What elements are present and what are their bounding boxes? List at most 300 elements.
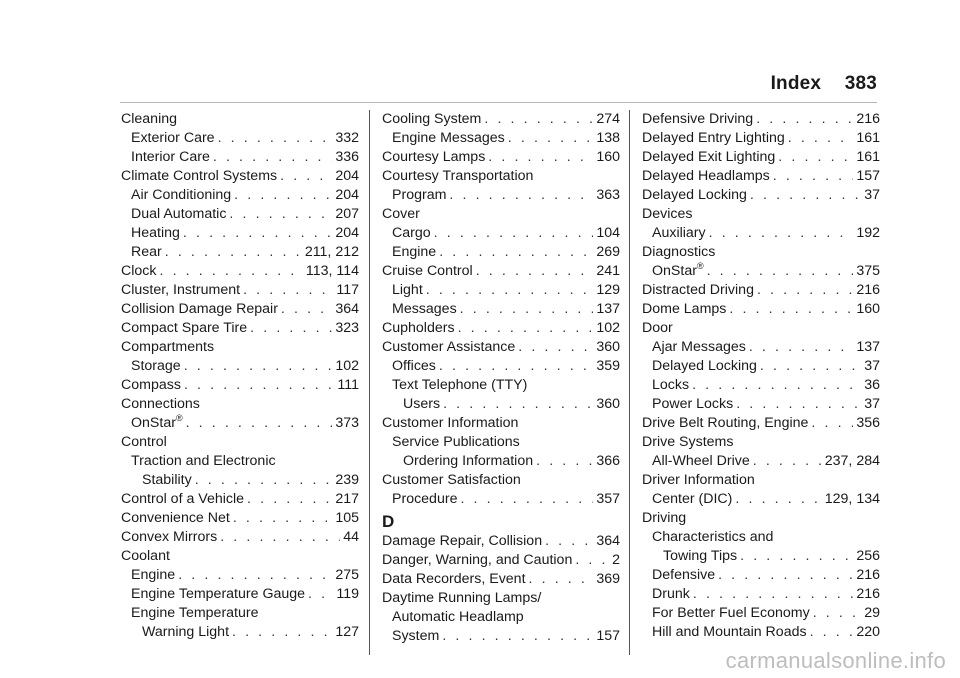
entry-term-text: Driving bbox=[642, 510, 687, 526]
entry-term-text: Customer Information bbox=[382, 415, 519, 431]
index-entry bbox=[382, 319, 620, 338]
page-reference[interactable]: 137 bbox=[856, 339, 880, 355]
page-reference[interactable]: 216 bbox=[856, 111, 880, 127]
page-reference[interactable]: 137 bbox=[596, 301, 620, 317]
entry-term bbox=[642, 281, 754, 300]
entry-term bbox=[392, 129, 505, 148]
entry-term bbox=[392, 357, 436, 376]
entry-term bbox=[382, 110, 481, 129]
entry-term bbox=[392, 376, 527, 395]
entry-term-text: Cover bbox=[382, 206, 420, 222]
page-reference[interactable]: 129, 134 bbox=[824, 491, 880, 507]
leader-dots bbox=[434, 224, 594, 243]
page-reference[interactable]: 364 bbox=[335, 301, 359, 317]
index-entry bbox=[642, 262, 880, 281]
page-reference[interactable]: 160 bbox=[856, 301, 880, 317]
index-entry bbox=[382, 224, 620, 243]
leader-dots bbox=[439, 357, 593, 376]
page-reference[interactable]: 102 bbox=[335, 358, 359, 374]
index-entry bbox=[642, 205, 880, 224]
entry-term-text: Driver Information bbox=[642, 472, 755, 488]
leader-dots bbox=[178, 566, 332, 585]
page-number: 383 bbox=[844, 73, 877, 94]
page-reference[interactable]: 216 bbox=[856, 282, 880, 298]
page-reference[interactable]: 359 bbox=[596, 358, 620, 374]
page-reference[interactable]: 37 bbox=[864, 396, 880, 412]
entry-term-text: Engine Temperature Gauge bbox=[131, 586, 306, 602]
entry-term bbox=[392, 433, 520, 452]
leader-dots bbox=[281, 300, 332, 319]
entry-term-text: System bbox=[392, 628, 440, 644]
page-reference[interactable]: 129 bbox=[596, 282, 620, 298]
entry-term bbox=[131, 224, 180, 243]
index-entry bbox=[382, 205, 620, 224]
page-reference[interactable]: 119 bbox=[336, 586, 359, 602]
entry-term bbox=[382, 167, 533, 186]
entry-term-text: Traction and Electronic bbox=[131, 453, 276, 469]
index-entry bbox=[642, 547, 880, 566]
index-entry bbox=[642, 110, 880, 129]
index-entry bbox=[382, 262, 620, 281]
page-reference[interactable]: 44 bbox=[343, 529, 359, 545]
entry-term bbox=[121, 319, 247, 338]
index-entry bbox=[642, 376, 880, 395]
index-column-2 bbox=[382, 110, 620, 646]
entry-term bbox=[142, 471, 192, 490]
entry-term-text: Engine Temperature bbox=[131, 605, 259, 621]
entry-term bbox=[131, 243, 162, 262]
page-reference[interactable]: 102 bbox=[596, 320, 620, 336]
entry-term-text: Distracted Driving bbox=[642, 282, 754, 298]
index-entry bbox=[121, 395, 359, 414]
page-reference[interactable]: 104 bbox=[596, 225, 620, 241]
page-reference[interactable]: 357 bbox=[596, 491, 620, 507]
leader-dots bbox=[247, 490, 332, 509]
index-entry bbox=[642, 300, 880, 319]
leader-dots bbox=[508, 129, 594, 148]
entry-term bbox=[121, 167, 277, 186]
leader-dots bbox=[813, 604, 862, 623]
index-entry bbox=[121, 452, 359, 471]
page-reference[interactable]: 207 bbox=[335, 206, 359, 222]
page-reference[interactable]: 2 bbox=[612, 552, 620, 568]
page-reference[interactable]: 138 bbox=[596, 130, 620, 146]
index-entry bbox=[121, 243, 359, 262]
entry-term bbox=[131, 566, 175, 585]
column-divider-1 bbox=[369, 110, 370, 655]
index-entry bbox=[642, 623, 880, 642]
index-entry bbox=[382, 395, 620, 414]
entry-term bbox=[121, 509, 230, 528]
entry-term bbox=[392, 243, 436, 262]
leader-dots bbox=[709, 224, 854, 243]
leader-dots bbox=[773, 167, 854, 186]
index-entry bbox=[642, 585, 880, 604]
entry-term bbox=[652, 604, 810, 623]
entry-term-text: All-Wheel Drive bbox=[652, 453, 750, 469]
index-entry bbox=[121, 509, 359, 528]
entry-term-text: Convex Mirrors bbox=[121, 529, 218, 545]
index-entry bbox=[642, 186, 880, 205]
entry-term-text: Exterior Care bbox=[131, 130, 215, 146]
leader-dots bbox=[220, 528, 340, 547]
leader-dots bbox=[183, 224, 332, 243]
entry-term-text: Delayed Exit Lighting bbox=[642, 149, 776, 165]
entry-term bbox=[652, 357, 757, 376]
leader-dots bbox=[729, 300, 853, 319]
entry-term-text: Courtesy Lamps bbox=[382, 149, 486, 165]
page-reference[interactable]: 204 bbox=[335, 187, 359, 203]
leader-dots bbox=[488, 148, 593, 167]
index-entry bbox=[382, 570, 620, 589]
entry-term-text: Diagnostics bbox=[642, 244, 716, 260]
index-entry bbox=[121, 167, 359, 186]
leader-dots bbox=[484, 110, 593, 129]
entry-term-text: Customer Assistance bbox=[382, 339, 516, 355]
entry-term-text: Offices bbox=[392, 358, 436, 374]
entry-term-text: Cruise Control bbox=[382, 263, 473, 279]
leader-dots bbox=[778, 148, 853, 167]
leader-dots bbox=[811, 414, 853, 433]
entry-term bbox=[652, 224, 706, 243]
page-reference[interactable]: 36 bbox=[864, 377, 880, 393]
page-reference[interactable]: 37 bbox=[864, 187, 880, 203]
entry-term-text: Collision Damage Repair bbox=[121, 301, 278, 317]
page-reference[interactable]: 366 bbox=[596, 453, 620, 469]
page-reference[interactable]: 369 bbox=[596, 571, 620, 587]
entry-term bbox=[131, 186, 231, 205]
index-entry bbox=[121, 414, 359, 433]
index-entry bbox=[382, 357, 620, 376]
entry-term bbox=[652, 452, 750, 471]
index-entry bbox=[642, 395, 880, 414]
leader-dots bbox=[529, 570, 594, 589]
leader-dots bbox=[449, 186, 593, 205]
index-entry bbox=[642, 338, 880, 357]
entry-term bbox=[131, 205, 226, 224]
entry-term-text: Service Publications bbox=[392, 434, 520, 450]
entry-term bbox=[131, 585, 305, 604]
leader-dots bbox=[439, 243, 593, 262]
entry-term bbox=[382, 570, 526, 589]
index-entry bbox=[121, 585, 359, 604]
entry-term bbox=[382, 262, 473, 281]
index-entry bbox=[382, 627, 620, 646]
index-entry bbox=[382, 376, 620, 395]
page-reference[interactable]: 192 bbox=[856, 225, 880, 241]
entry-term bbox=[121, 547, 170, 566]
entry-term bbox=[382, 148, 485, 167]
index-entry bbox=[642, 148, 880, 167]
entry-term-text: Air Conditioning bbox=[131, 187, 232, 203]
entry-term-text: Cupholders bbox=[382, 320, 455, 336]
leader-dots bbox=[234, 186, 332, 205]
index-entry bbox=[121, 490, 359, 509]
index-entry bbox=[382, 338, 620, 357]
page-reference[interactable]: 157 bbox=[596, 628, 620, 644]
index-entry bbox=[121, 205, 359, 224]
page-reference[interactable]: 117 bbox=[336, 282, 359, 298]
page-reference[interactable]: 239 bbox=[335, 472, 359, 488]
page-reference[interactable]: 216 bbox=[856, 586, 880, 602]
entry-term-text: Rear bbox=[131, 244, 162, 260]
entry-term-text: Program bbox=[392, 187, 447, 203]
entry-term bbox=[131, 148, 210, 167]
leader-dots bbox=[165, 243, 302, 262]
entry-term-text: Cleaning bbox=[121, 111, 178, 127]
entry-term-text: OnStar bbox=[652, 263, 697, 279]
entry-term bbox=[382, 471, 521, 490]
leader-dots bbox=[750, 186, 861, 205]
entry-term-text: Warning Light bbox=[142, 624, 230, 640]
page-reference[interactable]: 360 bbox=[596, 396, 620, 412]
entry-term bbox=[403, 452, 533, 471]
entry-term bbox=[121, 338, 214, 357]
entry-term-text: Defensive bbox=[652, 567, 716, 583]
leader-dots bbox=[756, 110, 853, 129]
index-entry bbox=[382, 452, 620, 471]
entry-term bbox=[121, 433, 167, 452]
page-header bbox=[771, 73, 877, 95]
index-entry bbox=[382, 129, 620, 148]
entry-term bbox=[382, 551, 572, 570]
index-entry bbox=[121, 319, 359, 338]
index-entry bbox=[121, 357, 359, 376]
index-entry bbox=[382, 589, 620, 608]
entry-term bbox=[663, 547, 737, 566]
registered-mark: ® bbox=[175, 413, 183, 423]
index-entry bbox=[121, 148, 359, 167]
index-entry bbox=[642, 167, 880, 186]
entry-term-text: Stability bbox=[142, 472, 192, 488]
entry-term-text: Messages bbox=[392, 301, 457, 317]
page-reference[interactable]: 275 bbox=[335, 567, 359, 583]
page-reference[interactable]: 161 bbox=[856, 130, 880, 146]
page-reference[interactable]: 105 bbox=[335, 510, 359, 526]
leader-dots bbox=[575, 551, 609, 570]
leader-dots bbox=[740, 547, 853, 566]
entry-term bbox=[403, 395, 440, 414]
page-reference[interactable]: 241 bbox=[596, 263, 620, 279]
page-reference[interactable]: 336 bbox=[335, 149, 359, 165]
entry-term-text: Courtesy Transportation bbox=[382, 168, 534, 184]
index-entry bbox=[121, 547, 359, 566]
entry-term bbox=[131, 604, 259, 623]
entry-term bbox=[121, 281, 240, 300]
entry-term bbox=[392, 281, 423, 300]
entry-term bbox=[642, 433, 733, 452]
index-entry bbox=[642, 452, 880, 471]
entry-term-text: Convenience Net bbox=[121, 510, 230, 526]
entry-term bbox=[121, 395, 200, 414]
entry-term-text: Drunk bbox=[652, 586, 690, 602]
index-entry bbox=[642, 243, 880, 262]
page-reference[interactable]: 375 bbox=[856, 263, 880, 279]
entry-term bbox=[121, 110, 177, 129]
entry-term-text: Defensive Driving bbox=[642, 111, 754, 127]
leader-dots bbox=[426, 281, 594, 300]
entry-term-text: Cooling System bbox=[382, 111, 482, 127]
index-entry bbox=[642, 129, 880, 148]
leader-dots bbox=[232, 623, 332, 642]
page-reference[interactable]: 127 bbox=[335, 624, 359, 640]
entry-term bbox=[382, 589, 541, 608]
page-reference[interactable]: 364 bbox=[596, 533, 620, 549]
entry-term-text: Drive Systems bbox=[642, 434, 734, 450]
index-entry bbox=[642, 509, 880, 528]
entry-term-text: Danger, Warning, and Caution bbox=[382, 552, 573, 568]
leader-dots bbox=[443, 395, 593, 414]
page-reference[interactable]: 111 bbox=[337, 377, 359, 393]
entry-term bbox=[382, 414, 518, 433]
entry-term-text: Auxiliary bbox=[652, 225, 706, 241]
section-letter: D bbox=[382, 512, 395, 531]
index-entry bbox=[121, 281, 359, 300]
index-entry bbox=[382, 186, 620, 205]
page-reference[interactable]: 204 bbox=[335, 168, 359, 184]
entry-term-text: Towing Tips bbox=[663, 548, 738, 564]
entry-term-text: Interior Care bbox=[131, 149, 210, 165]
entry-term bbox=[642, 129, 785, 148]
entry-term-text: Procedure bbox=[392, 491, 458, 507]
entry-term-text: Light bbox=[392, 282, 423, 298]
entry-term-text: Climate Control Systems bbox=[121, 168, 278, 184]
index-entry bbox=[121, 224, 359, 243]
index-entry bbox=[382, 281, 620, 300]
page-reference[interactable]: 274 bbox=[596, 111, 620, 127]
page-reference[interactable]: 237, 284 bbox=[824, 453, 880, 469]
page-reference[interactable]: 29 bbox=[864, 605, 880, 621]
entry-term bbox=[392, 300, 457, 319]
entry-term-text: Automatic Headlamp bbox=[392, 609, 524, 625]
leader-dots bbox=[692, 376, 861, 395]
leader-dots bbox=[476, 262, 594, 281]
entry-term bbox=[652, 262, 704, 281]
entry-term bbox=[642, 319, 673, 338]
entry-term bbox=[652, 490, 732, 509]
watermark: carmanualsonline.info bbox=[725, 648, 946, 673]
leader-dots bbox=[460, 300, 594, 319]
index-entry bbox=[642, 357, 880, 376]
entry-term bbox=[642, 148, 775, 167]
index-entry bbox=[382, 490, 620, 509]
entry-term bbox=[652, 566, 715, 585]
index-entry bbox=[382, 471, 620, 490]
index-column-3 bbox=[642, 110, 880, 642]
entry-term-text: Cargo bbox=[392, 225, 431, 241]
header-divider bbox=[120, 102, 877, 103]
index-entry bbox=[382, 243, 620, 262]
leader-dots bbox=[736, 395, 861, 414]
page-reference[interactable]: 157 bbox=[856, 168, 880, 184]
entry-term bbox=[131, 452, 276, 471]
entry-term-text: Delayed Locking bbox=[642, 187, 747, 203]
entry-term bbox=[121, 490, 244, 509]
index-entry bbox=[642, 319, 880, 338]
page-reference[interactable]: 363 bbox=[596, 187, 620, 203]
index-entry bbox=[121, 376, 359, 395]
index-entry bbox=[121, 471, 359, 490]
leader-dots bbox=[458, 319, 594, 338]
leader-dots bbox=[735, 490, 821, 509]
page-reference[interactable]: 160 bbox=[596, 149, 620, 165]
entry-term-text: Delayed Locking bbox=[652, 358, 757, 374]
page-reference[interactable]: 323 bbox=[335, 320, 359, 336]
page-reference[interactable]: 161 bbox=[856, 149, 880, 165]
entry-term-text: Clock bbox=[121, 263, 157, 279]
entry-term-text: Door bbox=[642, 320, 673, 336]
page-reference[interactable]: 113, 114 bbox=[305, 263, 359, 279]
entry-term-text: Compass bbox=[121, 377, 181, 393]
page-title: Index bbox=[770, 73, 822, 94]
entry-term-text: Customer Satisfaction bbox=[382, 472, 521, 488]
index-entry bbox=[121, 528, 359, 547]
entry-term bbox=[642, 243, 715, 262]
entry-term-text: Text Telephone (TTY) bbox=[392, 377, 528, 393]
entry-term-text: Users bbox=[403, 396, 441, 412]
index-entry bbox=[642, 224, 880, 243]
leader-dots bbox=[536, 452, 593, 471]
leader-dots bbox=[460, 490, 593, 509]
entry-term-text: Compartments bbox=[121, 339, 215, 355]
leader-dots bbox=[760, 357, 861, 376]
entry-term bbox=[382, 319, 455, 338]
page-reference[interactable]: 332 bbox=[335, 130, 359, 146]
entry-term bbox=[382, 338, 515, 357]
entry-term bbox=[642, 414, 808, 433]
leader-dots bbox=[218, 129, 333, 148]
leader-dots bbox=[280, 167, 332, 186]
page-reference[interactable]: 360 bbox=[596, 339, 620, 355]
entry-term-text: Control bbox=[121, 434, 167, 450]
index-entry bbox=[382, 110, 620, 129]
page-reference[interactable]: 356 bbox=[856, 415, 880, 431]
page-reference[interactable]: 37 bbox=[864, 358, 880, 374]
entry-term-text: Dual Automatic bbox=[131, 206, 227, 222]
page-reference[interactable]: 204 bbox=[335, 225, 359, 241]
entry-term bbox=[642, 205, 692, 224]
index-entry bbox=[642, 281, 880, 300]
entry-term bbox=[382, 205, 420, 224]
entry-term-text: OnStar bbox=[131, 415, 176, 431]
leader-dots bbox=[250, 319, 332, 338]
entry-term bbox=[121, 300, 278, 319]
entry-term bbox=[652, 395, 733, 414]
index-entry bbox=[121, 623, 359, 642]
index-entry bbox=[121, 129, 359, 148]
page-reference[interactable]: 216 bbox=[856, 567, 880, 583]
index-entry bbox=[382, 414, 620, 433]
index-entry bbox=[382, 551, 620, 570]
entry-term-text: Engine bbox=[131, 567, 176, 583]
page-reference[interactable]: 269 bbox=[596, 244, 620, 260]
entry-term bbox=[121, 376, 181, 395]
page-reference[interactable]: 373 bbox=[335, 415, 359, 431]
index-entry bbox=[382, 300, 620, 319]
entry-term-text: Compact Spare Tire bbox=[121, 320, 248, 336]
registered-mark: ® bbox=[696, 261, 704, 271]
page-reference[interactable]: 256 bbox=[856, 548, 880, 564]
leader-dots bbox=[788, 129, 854, 148]
index-entry bbox=[382, 532, 620, 551]
leader-dots bbox=[718, 566, 853, 585]
leader-dots bbox=[693, 585, 853, 604]
page-reference[interactable]: 217 bbox=[335, 491, 359, 507]
index-entry bbox=[121, 262, 359, 281]
page-reference[interactable]: 220 bbox=[856, 624, 880, 640]
page-reference[interactable]: 211, 212 bbox=[304, 244, 359, 260]
entry-term bbox=[392, 627, 439, 646]
